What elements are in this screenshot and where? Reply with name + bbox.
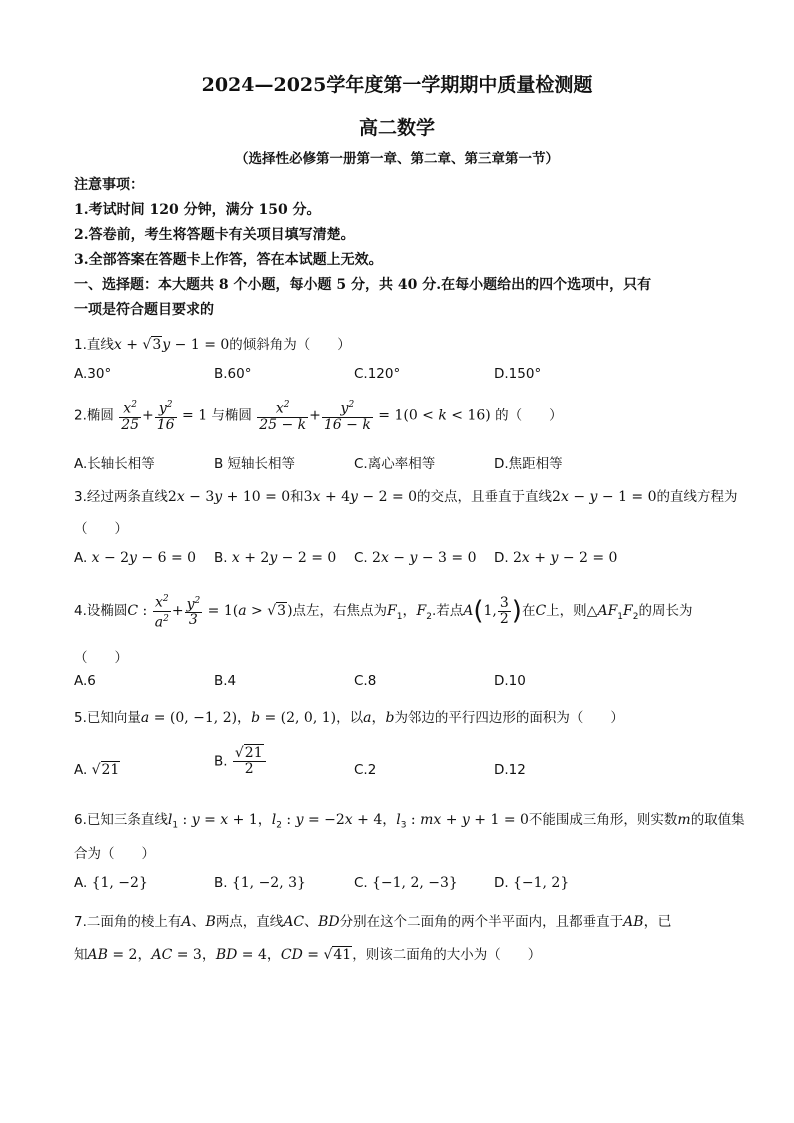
question-5: 5.已知向量a = (0, −1, 2)，b = (2, 0, 1)，以a，b为邻边的平行四边形的面积为（ ）	[74, 710, 624, 726]
question-3: 3.经过两条直线2x − 3y + 10 = 0和3x + 4y − 2 = 0的交点，且垂直于直线2x − y − 1 = 0的直线方程为	[74, 489, 738, 505]
q2-option-c[interactable]: C.离心率相等	[354, 456, 436, 472]
q6-option-d[interactable]: D. {−1, 2}	[494, 875, 570, 891]
q3-option-b[interactable]: B. x + 2y − 2 = 0	[214, 550, 337, 566]
q4-option-c[interactable]: C.8	[354, 673, 377, 689]
note-item-1: 1.考试时间 120 分钟，满分 150 分。	[74, 202, 321, 218]
question-4-paren: （ ）	[74, 650, 128, 666]
question-2-options	[74, 452, 734, 474]
q1-option-b[interactable]: B.60°	[214, 366, 252, 382]
question-1-options	[74, 366, 734, 388]
q5-option-b[interactable]: B. $\frac{√21}{2}$	[214, 746, 267, 777]
q2-option-d[interactable]: D.焦距相等	[494, 456, 563, 472]
question-6: 6.已知三条直线$l_1$ : y = x + 1，$l_2$ : y = −2x + 4，$l_3$ : mx + y + 1 = 0不能围成三角形，则实数m的取值集	[74, 812, 745, 831]
q6-option-c[interactable]: C. {−1, 2, −3}	[354, 875, 458, 891]
q4-option-a[interactable]: A.6	[74, 673, 96, 689]
question-5-options	[74, 745, 734, 794]
q2-option-b[interactable]: B 短轴长相等	[214, 456, 296, 472]
exam-scope: （选择性必修第一册第一章、第二章、第三章第一节）	[235, 151, 559, 167]
q6-option-a[interactable]: A. {1, −2}	[74, 875, 148, 891]
question-6-line2: 合为（ ）	[74, 846, 155, 862]
q1-option-a[interactable]: A.30°	[74, 366, 112, 382]
question-7-line2: 知AB = 2，AC = 3，BD = 4，CD = √41，则该二面角的大小为（ ）	[74, 947, 542, 963]
question-6-options	[74, 875, 734, 897]
question-4-options	[74, 673, 734, 695]
section-heading-line1: 一、选择题：本大题共 8 个小题，每小题 5 分，共 40 分.在每小题给出的四个选项中，只有	[74, 277, 652, 293]
q3-option-d[interactable]: D. 2x + y − 2 = 0	[494, 550, 618, 566]
question-7-line1: 7.二面角的棱上有A、B两点，直线AC、BD分别在这个二面角的两个半平面内，且都垂直于AB，已	[74, 914, 672, 930]
q4-option-d[interactable]: D.10	[494, 673, 526, 689]
q1-option-d[interactable]: D.150°	[494, 366, 542, 382]
question-2: 2.椭圆 $\frac{x^2}{25}$ + $\frac{y^2}{16}$ = 1 与椭圆 $\frac{x^2}{25 - k}$ + $\frac{y^2}{16 - k}$ = 1(0 < k < 16) 的（ ）	[74, 400, 563, 433]
exam-subject: 高二数学	[358, 117, 435, 139]
question-3-options	[74, 550, 734, 572]
notes-heading: 注意事项：	[74, 177, 144, 193]
q2-option-a[interactable]: A.长轴长相等	[74, 456, 155, 472]
q5-option-a[interactable]: A. √21	[74, 762, 120, 778]
q3-option-a[interactable]: A. x − 2y − 6 = 0	[74, 550, 197, 566]
question-1: 1.直线x + √3y − 1 = 0的倾斜角为（ ）	[74, 337, 351, 353]
q4-option-b[interactable]: B.4	[214, 673, 237, 689]
q3-option-c[interactable]: C. 2x − y − 3 = 0	[354, 550, 477, 566]
question-4: 4.设椭圆C : $\frac{x^2}{a^2}$ + $\frac{y^2}{3}$ = 1(a > √3)点左，右焦点为$F_1$，$F_2$.若点A(1, $\frac{3}{2}$ )在C上，则$\triangle AF_1F_2$的周长为	[74, 594, 693, 631]
q1-option-c[interactable]: C.120°	[354, 366, 401, 382]
note-item-2: 2.答卷前，考生将答题卡有关项目填写清楚。	[74, 227, 355, 243]
section-heading-line2: 一项是符合题目要求的	[74, 302, 214, 318]
q5-option-d[interactable]: D.12	[494, 762, 526, 778]
question-3-paren: （ ）	[74, 521, 128, 537]
exam-title: 2024—2025学年度第一学期期中质量检测题	[201, 74, 593, 96]
q6-option-b[interactable]: B. {1, −2, 3}	[214, 875, 306, 891]
note-item-3: 3.全部答案在答题卡上作答，答在本试题上无效。	[74, 252, 383, 268]
q5-option-c[interactable]: C.2	[354, 762, 377, 778]
